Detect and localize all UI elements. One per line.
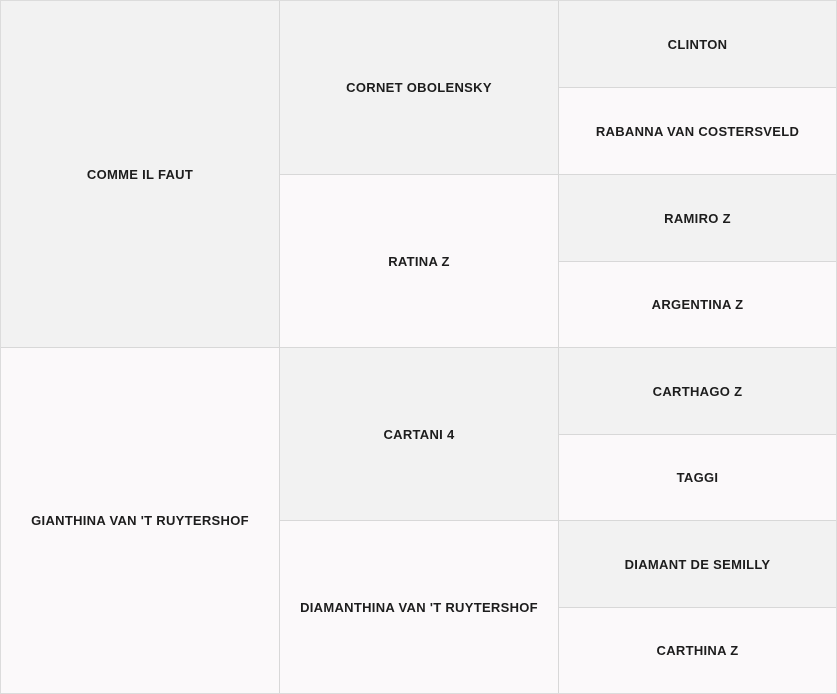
- pedigree-sire-dam[interactable]: [280, 175, 559, 348]
- horse-name: CARTANI 4: [383, 426, 455, 442]
- horse-name: DIAMANT DE SEMILLY: [624, 556, 771, 572]
- horse-name: CARTHAGO Z: [652, 383, 743, 399]
- pedigree-sds[interactable]: [559, 175, 836, 262]
- pedigree-dam-sire[interactable]: [280, 348, 559, 521]
- pedigree-sss[interactable]: [559, 1, 836, 88]
- pedigree-dsd[interactable]: [559, 435, 836, 521]
- horse-name: GIANTHINA VAN 'T RUYTERSHOF: [31, 513, 249, 528]
- horse-name: DIAMANTHINA VAN 'T RUYTERSHOF: [300, 599, 538, 615]
- horse-name: CORNET OBOLENSKY: [346, 80, 492, 95]
- horse-name: RABANNA VAN COSTERSVELD: [595, 123, 800, 139]
- pedigree-dss[interactable]: [559, 348, 836, 435]
- pedigree-ssd[interactable]: [559, 88, 836, 175]
- pedigree-dam[interactable]: [1, 348, 280, 693]
- pedigree-sire[interactable]: [1, 1, 280, 348]
- horse-name: RATINA Z: [388, 253, 450, 269]
- horse-name: TAGGI: [676, 470, 719, 485]
- horse-name: CARTHINA Z: [656, 643, 739, 658]
- pedigree-sdd[interactable]: [559, 262, 836, 348]
- pedigree-sire-sire[interactable]: [280, 1, 559, 175]
- horse-name: ARGENTINA Z: [651, 297, 744, 312]
- horse-name: COMME IL FAUT: [86, 166, 194, 182]
- pedigree-ddd[interactable]: [559, 608, 836, 693]
- horse-name: RAMIRO Z: [664, 210, 731, 226]
- horse-name: CLINTON: [667, 36, 728, 52]
- pedigree-dam-dam[interactable]: [280, 521, 559, 693]
- pedigree-dds[interactable]: [559, 521, 836, 608]
